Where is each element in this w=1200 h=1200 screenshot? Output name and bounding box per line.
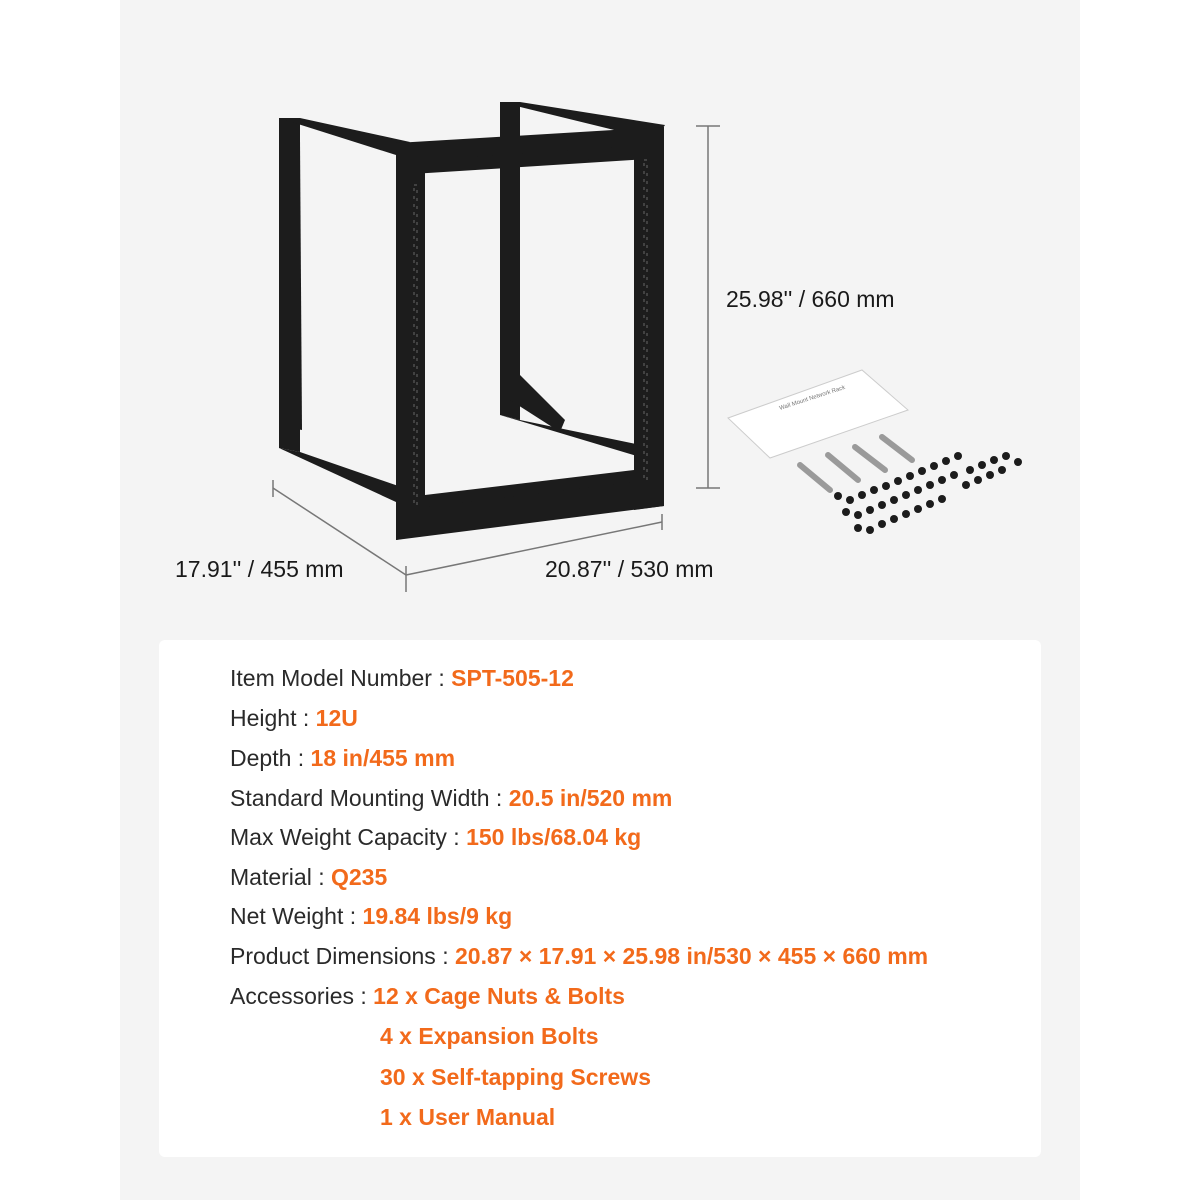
spec-accessories: Accessories : 12 x Cage Nuts & Bolts bbox=[230, 983, 625, 1009]
depth-dimension-label: 17.91'' / 455 mm bbox=[175, 556, 344, 582]
accessory-item: 30 x Self-tapping Screws bbox=[380, 1064, 651, 1090]
spec-model-number: Item Model Number : SPT-505-12 bbox=[230, 665, 574, 691]
spec-net-weight: Net Weight : 19.84 lbs/9 kg bbox=[230, 903, 513, 929]
accessory-item: 1 x User Manual bbox=[380, 1104, 556, 1130]
rack-frame bbox=[279, 102, 665, 540]
spec-product-dimensions: Product Dimensions : 20.87 × 17.91 × 25.98 in/530 × 455 × 660 mm bbox=[230, 943, 929, 969]
manual-cover-text: Wall Mount Network Rack bbox=[778, 384, 847, 412]
spec-mounting-width: Standard Mounting Width : 20.5 in/520 mm bbox=[230, 785, 673, 811]
spec-depth: Depth : 18 in/455 mm bbox=[230, 745, 456, 771]
screws-and-nuts-icon bbox=[834, 452, 1022, 534]
manual-icon bbox=[728, 370, 908, 458]
height-dimension-label: 25.98'' / 660 mm bbox=[726, 286, 895, 312]
spec-height: Height : 12U bbox=[230, 705, 358, 731]
spec-max-weight: Max Weight Capacity : 150 lbs/68.04 kg bbox=[230, 824, 642, 850]
spec-material: Material : Q235 bbox=[230, 864, 388, 890]
width-dimension-label: 20.87'' / 530 mm bbox=[545, 556, 714, 582]
rail-holes bbox=[414, 160, 647, 505]
accessory-item: 4 x Expansion Bolts bbox=[380, 1023, 599, 1049]
